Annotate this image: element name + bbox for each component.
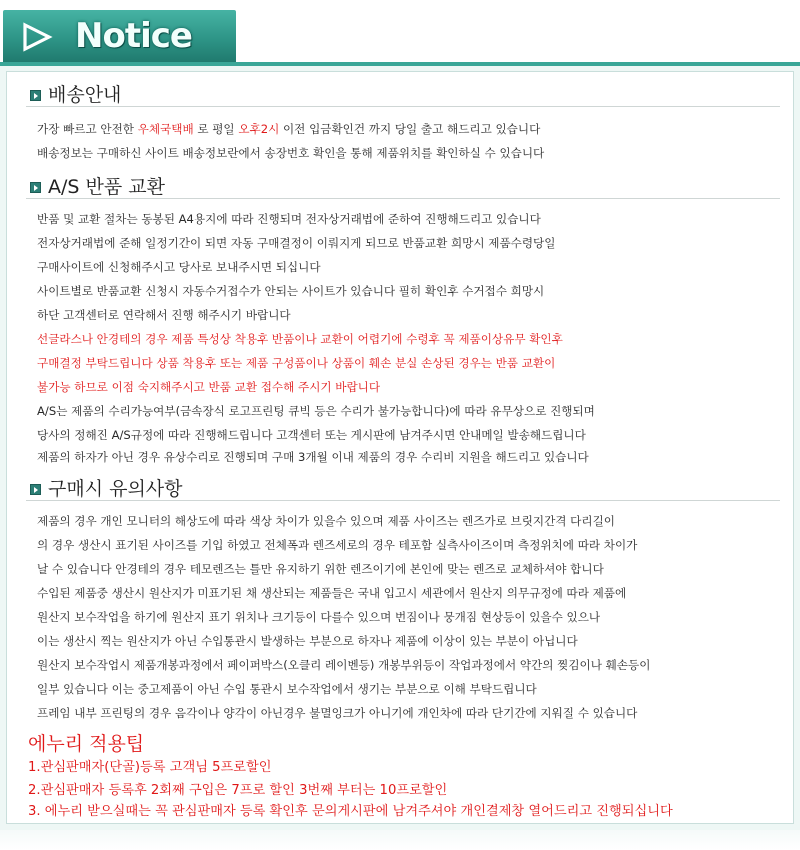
caution-line: 날 수 있습니다 안경테의 경우 테모렌즈는 틀만 유지하기 위한 렌즈이기에 본인에 맞는 렌즈로 교체하셔야 합니다 — [37, 562, 604, 576]
caution-line: 의 경우 생산시 표기된 사이즈를 기입 하였고 전체폭과 렌즈세로의 경우 테포함 실측사이즈이며 측정위치에 따라 차이가 — [37, 538, 638, 552]
returns-warning-line: 구매결정 부탁드립니다 상품 착용후 또는 제품 구성품이나 상품이 훼손 분실 손상된 경우는 반품 교환이 — [37, 356, 556, 370]
as-line: 당사의 정해진 A/S규정에 따라 진행해드립니다 고객센터 또는 게시판에 남겨주시면 안내메일 발송해드립니다 — [37, 428, 586, 442]
returns-section — [26, 172, 780, 467]
as-line: A/S는 제품의 수리가능여부(금속장식 로고프린팅 큐빅 등은 수리가 불가능합니다)에 따라 유무상으로 진행되며 — [37, 404, 595, 418]
returns-warning-line: 불가능 하므로 이점 숙지해주시고 반품 교환 접수해 주시기 바랍니다 — [37, 380, 381, 394]
delivery-line-2: 배송정보는 구매하신 사이트 배송정보란에서 송장번호 확인을 통해 제품위치를 확인하실 수 있습니다 — [37, 146, 545, 160]
as-line: 제품의 하자가 아닌 경우 유상수리로 진행되며 구매 3개월 이내 제품의 경우 수리비 지원을 해드리고 있습니다 — [37, 450, 589, 464]
caution-line: 수입된 제품중 생산시 원산지가 미표기된 채 생산되는 제품들은 국내 입고시 세관에서 원산지 의무규정에 따라 제품에 — [37, 586, 627, 600]
returns-line: 구매사이트에 신청해주시고 당사로 보내주시면 되십니다 — [37, 260, 321, 274]
returns-heading — [26, 172, 780, 199]
bottom-strip — [0, 830, 800, 850]
discount-tips-title: 에누리 적용팁 — [28, 733, 145, 755]
text-fragment: 가장 빠르고 안전한 — [37, 122, 138, 136]
returns-warning-line: 선글라스나 안경테의 경우 제품 특성상 착용후 반품이나 교환이 어렵기에 수령후 꼭 제품이상유무 확인후 — [37, 332, 563, 346]
text-fragment: 이전 입금확인건 까지 당일 출고 해드리고 있습니다 — [279, 122, 541, 136]
caution-line: 원산지 보수작업을 하기에 원산지 표기 위치나 크기등이 다를수 있으며 번짐이나 뭉개짐 현상등이 있을수 있으나 — [37, 610, 601, 624]
play-arrow-icon — [21, 22, 53, 52]
discount-tip-line: 3. 에누리 받으실때는 꼭 관심판매자 등록 확인후 문의게시판에 남겨주셔야 개인결제창 열어드리고 진행되십니다 — [28, 804, 673, 819]
courier-name: 우체국택배 — [137, 122, 194, 136]
notice-tab — [3, 10, 236, 62]
notice-title: Notice — [75, 16, 192, 56]
delivery-line-1 — [26, 117, 780, 141]
square-bullet-icon — [30, 484, 41, 495]
caution-section — [26, 474, 780, 725]
delivery-section — [26, 80, 780, 165]
notice-header — [0, 0, 800, 68]
caution-title: 구매시 유의사항 — [48, 478, 183, 500]
returns-line: 사이트별로 반품교환 신청시 자동수거접수가 안되는 사이트가 있습니다 필히 확인후 수거접수 희망시 — [37, 284, 545, 298]
caution-line: 이는 생산시 찍는 원산지가 아닌 수입통관시 발생하는 부분으로 하자나 제품에 이상이 있는 부분이 아닙니다 — [37, 634, 578, 648]
square-bullet-icon — [30, 90, 41, 101]
discount-tip-line: 2.관심판매자 등록후 2회째 구입은 7프로 할인 3번째 부터는 10프로할인 — [28, 783, 448, 798]
caution-line: 원산지 보수작업시 제품개봉과정에서 페이퍼박스(오클리 레이벤등) 개봉부위등이 작업과정에서 약간의 찢김이나 훼손등이 — [37, 658, 651, 672]
delivery-heading — [26, 80, 780, 107]
caution-line: 제품의 경우 개인 모니터의 해상도에 따라 색상 차이가 있을수 있으며 제품 사이즈는 렌즈가로 브릿지간격 다리길이 — [37, 514, 615, 528]
caution-line: 일부 있습니다 이는 중고제품이 아닌 수입 통관시 보수작업에서 생기는 부분으로 이해 부탁드립니다 — [37, 682, 537, 696]
text-fragment: 로 평일 — [193, 122, 239, 136]
returns-line: 전자상거래법에 준해 일정기간이 되면 자동 구매결정이 이뤄지게 되므로 반품교환 희망시 제품수령당일 — [37, 236, 556, 250]
returns-title: A/S 반품 교환 — [48, 176, 165, 198]
caution-heading — [26, 474, 780, 501]
caution-line: 프레임 내부 프린팅의 경우 음각이나 양각이 아닌경우 불멸잉크가 아니기에 개인차에 따라 단기간에 지워질 수 있습니다 — [37, 706, 638, 720]
returns-line: 하단 고객센터로 연락해서 진행 해주시기 바랍니다 — [37, 308, 291, 322]
returns-line: 반품 및 교환 절차는 동봉된 A4용지에 따라 진행되며 전자상거래법에 준하여 진행해드리고 있습니다 — [37, 212, 541, 226]
cutoff-time: 오후2시 — [238, 122, 280, 136]
discount-tip-line: 1.관심판매자(단골)등록 고객님 5프로할인 — [28, 760, 272, 775]
square-bullet-icon — [30, 182, 41, 193]
delivery-title: 배송안내 — [48, 84, 122, 106]
